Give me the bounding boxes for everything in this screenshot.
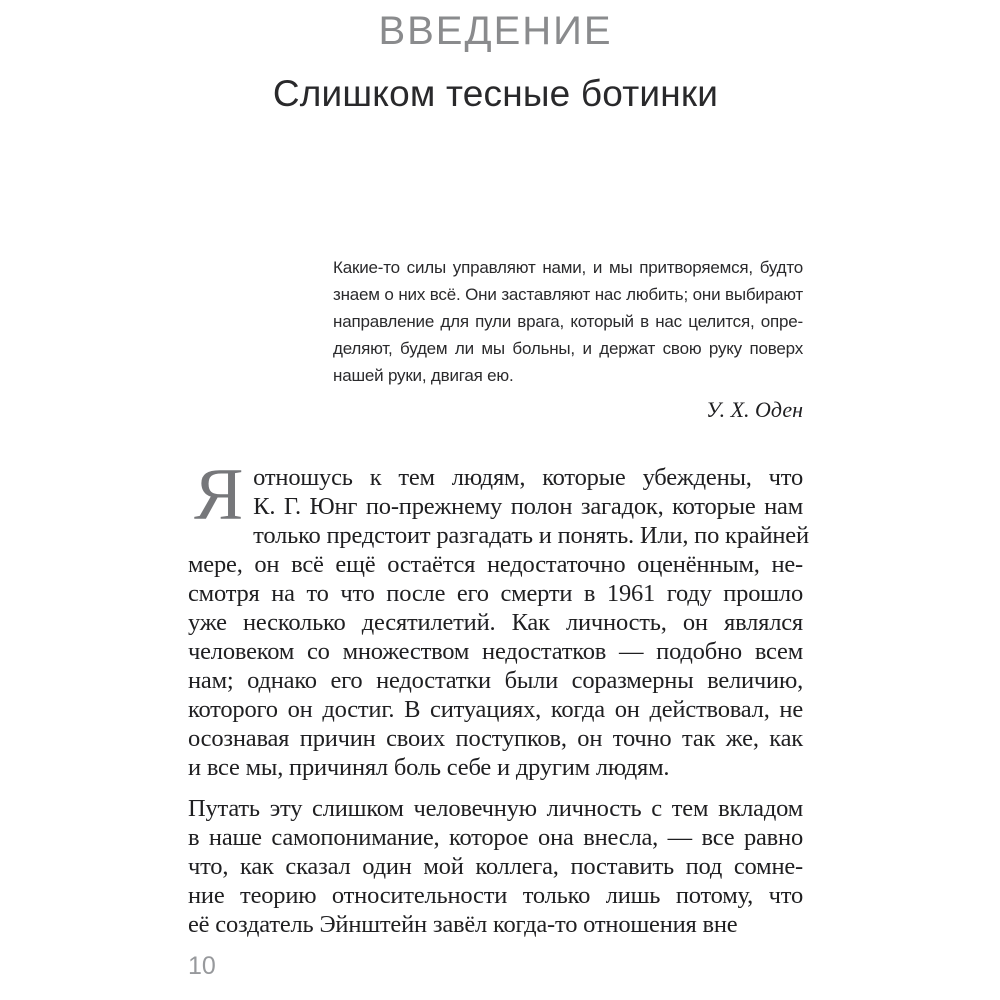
chapter-title: ВВЕДЕНИЕ xyxy=(378,9,613,53)
text-line: осознавая причин своих поступков, он точно так же, как xyxy=(188,725,803,752)
text-line: деляют, будем ли мы больны, и держат свою руку поверх xyxy=(333,339,803,358)
paragraph xyxy=(188,454,809,782)
drop-cap: Я xyxy=(194,454,244,536)
page-number: 10 xyxy=(188,952,216,980)
text-line: Какие-то силы управляют нами, и мы притворяемся, будто xyxy=(333,258,803,277)
text-line: и все мы, причинял боль себе и другим людям. xyxy=(188,754,670,781)
text-line: отношусь к тем людям, которые убеждены, что xyxy=(253,464,803,491)
text-line: только предстоит разгадать и понять. Или, по крайней xyxy=(253,522,809,549)
epigraph xyxy=(333,254,803,424)
text-line: нашей руки, двигая ею. xyxy=(333,366,514,385)
text-line: в наше самопонимание, которое она внесла, — все равно xyxy=(188,824,803,851)
text-line: что, как сказал один мой коллега, поставить под сомне- xyxy=(188,853,803,880)
text-line: которого он достиг. В ситуациях, когда он действовал, не xyxy=(188,696,803,723)
text-line: Путать эту слишком человечную личность с тем вкладом xyxy=(188,795,803,822)
chapter-subtitle: Слишком тесные ботинки xyxy=(272,73,719,114)
text-line: мере, он всё ещё остаётся недостаточно оценённым, не- xyxy=(188,551,803,578)
chapter-header xyxy=(188,0,803,112)
text-line: направление для пули врага, который в нас целится, опре- xyxy=(333,312,803,331)
paragraph xyxy=(188,794,803,939)
epigraph-attribution: У. Х. Оден xyxy=(706,397,803,422)
book-page xyxy=(188,0,809,1000)
text-line: уже несколько десятилетий. Как личность, он являлся xyxy=(188,609,803,636)
text-line: смотря на то что после его смерти в 1961 году прошло xyxy=(188,580,803,607)
text-line: К. Г. Юнг по-прежнему полон загадок, которые нам xyxy=(253,493,803,520)
body-text xyxy=(188,454,809,939)
text-line: человеком со множеством недостатков — подобно всем xyxy=(188,638,803,665)
text-line: ние теорию относительности только лишь потому, что xyxy=(188,882,803,909)
epigraph-text xyxy=(333,254,803,389)
text-line: её создатель Эйнштейн завёл когда-то отношения вне xyxy=(188,911,738,938)
text-line: нам; однако его недостатки были соразмерны величию, xyxy=(188,667,803,694)
text-line: знаем о них всё. Они заставляют нас любить; они выбирают xyxy=(333,285,803,304)
